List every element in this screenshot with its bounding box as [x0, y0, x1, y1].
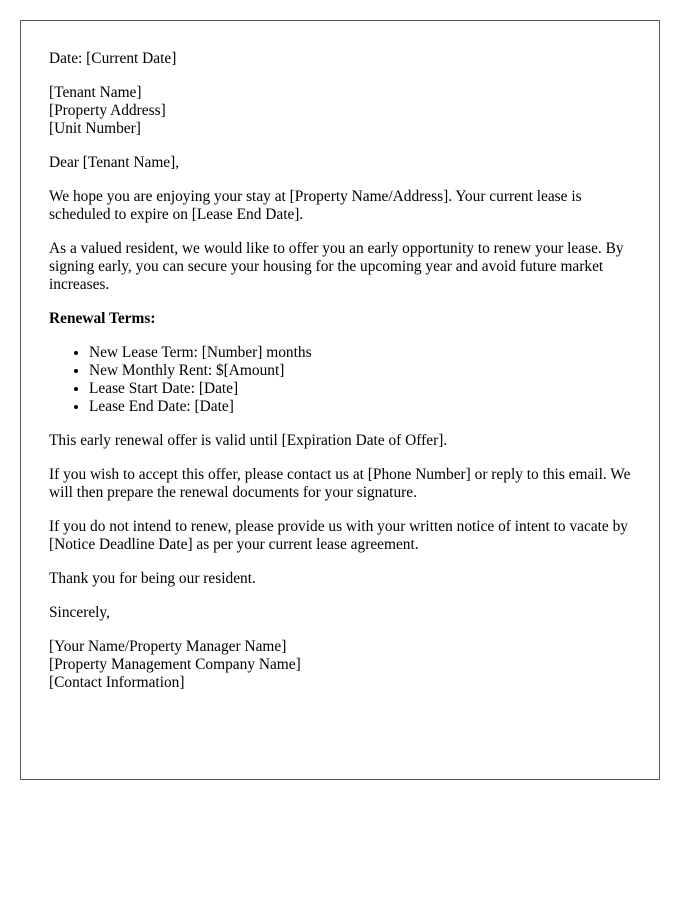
intro-paragraph: We hope you are enjoying your stay at [Property Name/Address]. Your current lease is scheduled to expire on [Lease End Date].: [49, 188, 582, 223]
recipient-name: [Tenant Name]: [49, 84, 142, 101]
signature-company: [Property Management Company Name]: [49, 656, 301, 673]
salutation: Dear [Tenant Name],: [49, 154, 180, 171]
term-end-date: • Lease End Date: [Date]: [89, 398, 631, 416]
term-start-date: • Lease Start Date: [Date]: [89, 380, 631, 398]
signature-block: [49, 638, 631, 692]
signature-contact: [Contact Information]: [49, 674, 185, 691]
letter-document: [20, 20, 660, 780]
validity-paragraph: This early renewal offer is valid until [Expiration Date of Offer].: [49, 432, 448, 449]
term-lease-term: • New Lease Term: [Number] months: [89, 344, 631, 362]
closing: Sincerely,: [49, 604, 110, 621]
thanks-paragraph: Thank you for being our resident.: [49, 570, 256, 587]
term-monthly-rent: • New Monthly Rent: $[Amount]: [89, 362, 631, 380]
renewal-terms-heading: Renewal Terms:: [49, 310, 156, 327]
recipient-address: [Property Address]: [49, 102, 166, 119]
decline-paragraph: If you do not intend to renew, please provide us with your written notice of intent to vacate by [Notice Deadline Date] as per your current lease agreement.: [49, 518, 628, 553]
renewal-terms-list: [49, 344, 631, 416]
recipient-unit: [Unit Number]: [49, 120, 141, 137]
accept-paragraph: If you wish to accept this offer, please contact us at [Phone Number] or reply to this email. We will then prepare the renewal documents for your signature.: [49, 466, 631, 501]
date-line: Date: [Current Date]: [49, 50, 177, 67]
signature-name: [Your Name/Property Manager Name]: [49, 638, 287, 655]
offer-paragraph: As a valued resident, we would like to offer you an early opportunity to renew your lease. By signing early, you can secure your housing for the upcoming year and avoid future market increases.: [49, 240, 624, 293]
recipient-block: [49, 84, 631, 138]
